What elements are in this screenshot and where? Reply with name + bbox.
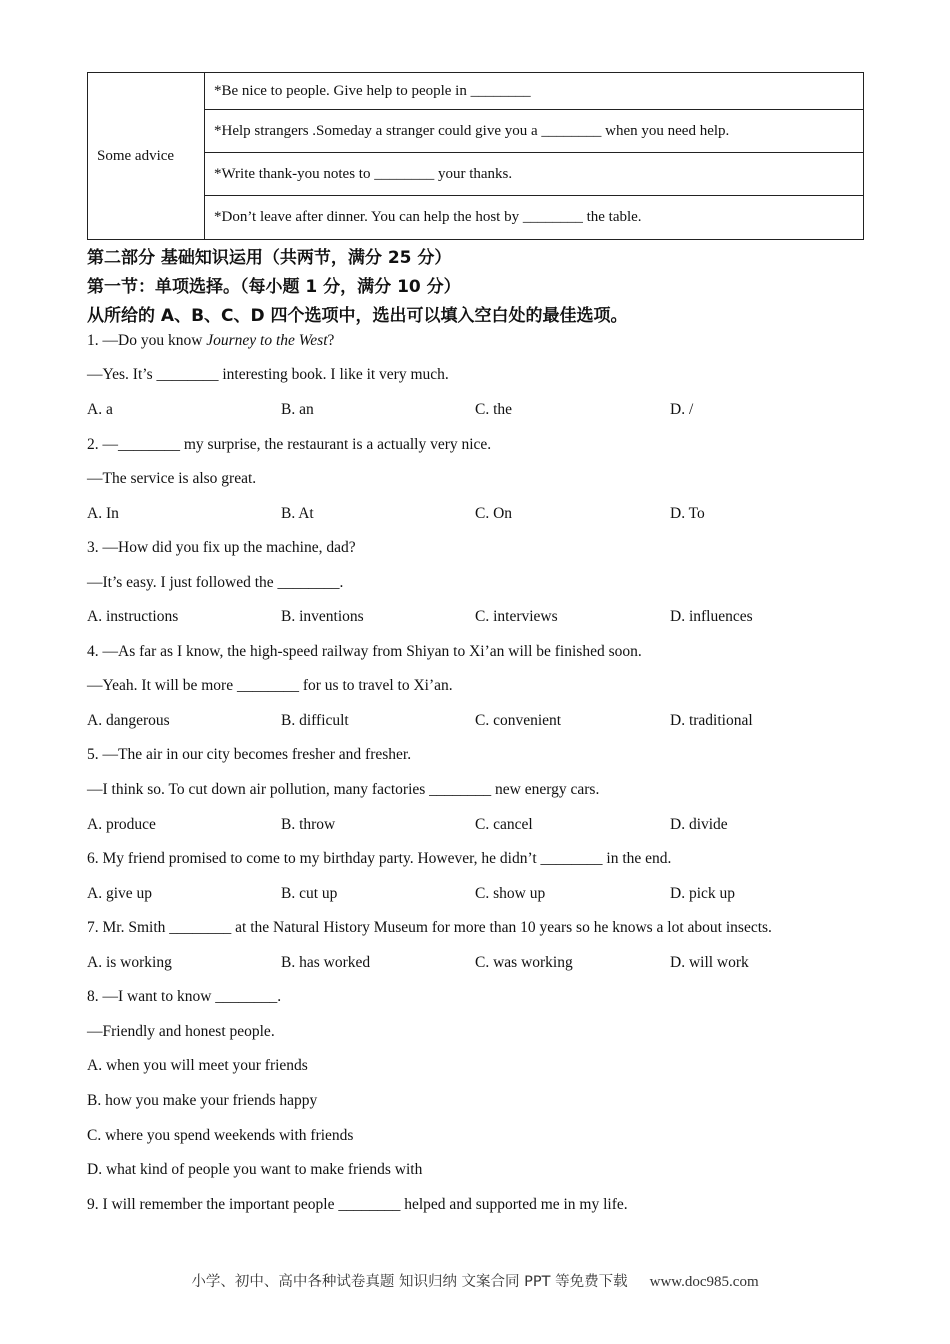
section1-heading: 第一节：单项选择。（每小题 1 分，满分 10 分）	[87, 277, 461, 297]
question-1-prefix: 1. —Do you know	[87, 332, 207, 349]
question-3-reply: —It’s easy. I just followed the ________.	[87, 574, 344, 591]
footer-text: 小学、初中、高中各种试卷真题 知识归纳 文案合同 PPT 等免费下载	[191, 1274, 628, 1290]
question-2: 2. —________ my surprise, the restaurant is a actually very nice.	[87, 436, 492, 453]
option-d[interactable]: D. will work	[670, 954, 749, 971]
option-c[interactable]: C. On	[475, 505, 513, 522]
option-a[interactable]: A. produce	[87, 816, 156, 833]
question-6-options	[87, 884, 867, 904]
question-4-reply: —Yeah. It will be more ________ for us to travel to Xi’an.	[87, 677, 453, 694]
question-4-options	[87, 711, 867, 731]
question-1-reply: —Yes. It’s ________ interesting book. I like it very much.	[87, 366, 449, 383]
question-3: 3. —How did you fix up the machine, dad?	[87, 539, 356, 556]
question-8: 8. —I want to know ________.	[87, 988, 282, 1005]
option-b[interactable]: B. how you make your friends happy	[87, 1092, 318, 1109]
option-c[interactable]: C. interviews	[475, 608, 558, 625]
question-5-options	[87, 815, 867, 835]
option-b[interactable]: B. difficult	[281, 712, 349, 729]
option-b[interactable]: B. throw	[281, 816, 336, 833]
question-7: 7. Mr. Smith ________ at the Natural History Museum for more than 10 years so he knows a lot about insects.	[87, 919, 772, 936]
question-2-options	[87, 504, 867, 524]
advice-row-3: *Write thank-you notes to ________ your thanks.	[205, 153, 864, 196]
option-d[interactable]: D. /	[670, 401, 694, 418]
part2-heading: 第二部分 基础知识运用（共两节，满分 25 分）	[87, 248, 452, 268]
option-d[interactable]: D. traditional	[670, 712, 753, 729]
option-b[interactable]: B. inventions	[281, 608, 364, 625]
page-footer	[0, 1270, 950, 1291]
question-1-suffix: ?	[327, 332, 335, 349]
option-a[interactable]: A. a	[87, 401, 113, 418]
advice-table	[87, 72, 864, 240]
option-a[interactable]: A. dangerous	[87, 712, 170, 729]
option-c[interactable]: C. was working	[475, 954, 573, 971]
question-8-reply: —Friendly and honest people.	[87, 1023, 275, 1040]
advice-label: Some advice	[88, 73, 205, 240]
option-b[interactable]: B. has worked	[281, 954, 371, 971]
option-a[interactable]: A. when you will meet your friends	[87, 1057, 308, 1074]
question-1	[87, 331, 334, 351]
option-a[interactable]: A. is working	[87, 954, 172, 971]
option-c[interactable]: C. the	[475, 401, 513, 418]
option-c[interactable]: C. cancel	[475, 816, 533, 833]
instruction-heading: 从所给的 A、B、C、D 四个选项中，选出可以填入空白处的最佳选项。	[87, 306, 628, 326]
question-4: 4. —As far as I know, the high-speed railway from Shiyan to Xi’an will be finished soon.	[87, 643, 642, 660]
option-d[interactable]: D. what kind of people you want to make friends with	[87, 1161, 423, 1178]
option-a[interactable]: A. In	[87, 505, 119, 522]
question-1-options	[87, 400, 867, 420]
option-d[interactable]: D. To	[670, 505, 705, 522]
advice-row-1: *Be nice to people. Give help to people in ________	[205, 73, 864, 110]
option-b[interactable]: B. an	[281, 401, 314, 418]
question-1-book-title: Journey to the West	[206, 332, 328, 349]
question-5: 5. —The air in our city becomes fresher and fresher.	[87, 746, 412, 763]
option-a[interactable]: A. give up	[87, 885, 153, 902]
question-2-reply: —The service is also great.	[87, 470, 257, 487]
option-c[interactable]: C. where you spend weekends with friends	[87, 1127, 354, 1144]
option-a[interactable]: A. instructions	[87, 608, 179, 625]
option-c[interactable]: C. convenient	[475, 712, 562, 729]
footer-url[interactable]: www.doc985.com	[649, 1274, 759, 1290]
question-5-reply: —I think so. To cut down air pollution, many factories ________ new energy cars.	[87, 781, 600, 798]
question-6: 6. My friend promised to come to my birthday party. However, he didn’t ________ in the end.	[87, 850, 672, 867]
advice-row-4: *Don’t leave after dinner. You can help the host by ________ the table.	[205, 196, 864, 240]
question-3-options	[87, 607, 867, 627]
option-b[interactable]: B. At	[281, 505, 314, 522]
option-d[interactable]: D. divide	[670, 816, 728, 833]
option-c[interactable]: C. show up	[475, 885, 546, 902]
option-d[interactable]: D. influences	[670, 608, 753, 625]
question-9: 9. I will remember the important people ________ helped and supported me in my life.	[87, 1196, 628, 1213]
option-d[interactable]: D. pick up	[670, 885, 736, 902]
question-7-options	[87, 953, 867, 973]
advice-row-2: *Help strangers .Someday a stranger could give you a ________ when you need help.	[205, 110, 864, 153]
option-b[interactable]: B. cut up	[281, 885, 338, 902]
